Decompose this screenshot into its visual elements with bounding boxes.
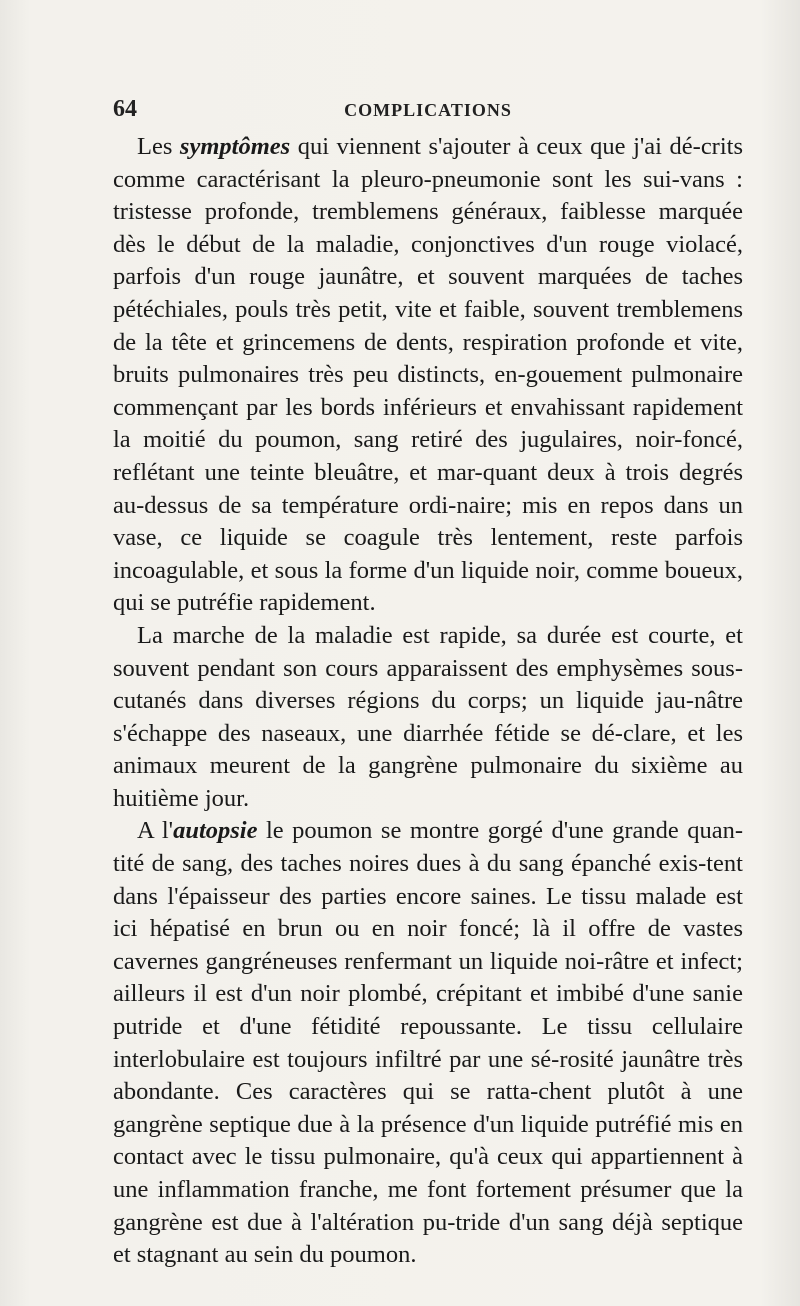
paragraph-autopsy <box>113 815 743 1271</box>
paragraph-symptoms <box>113 131 743 620</box>
emphasis-term: autopsie <box>173 817 258 845</box>
running-title: COMPLICATIONS <box>344 100 512 120</box>
page-header <box>113 96 743 126</box>
paragraph-lead: Les <box>137 133 180 160</box>
paragraph-text: le poumon se montre gorgé d'une grande quan-tité de sang, des taches noires dues à du sang épanché exis-tent dans l'épaisseur des parties encore saines. Le tissu malade est ici hépatisé en brun ou en noir foncé; là il offre de vastes cavernes gangréneuses renfermant un liquide noi-râtre et infect; ailleurs il est d'un noir plombé, crépitant et imbibé d'une sanie putride et d'une fétidité repoussante. Le tissu cellulaire interlobulaire est toujours infiltré par une sé-rosité jaunâtre très abondante. Ces caractères qui se ratta-chent plutôt à une gangrène septique due à la présence d'un liquide putréfié mis en contact avec le tissu pulmonaire, qu'à ceux qui appartiennent à une inflammation franche, me font fortement présumer que la gangrène est due à l'altération pu-tride d'un sang déjà septique et stagnant au sein du poumon. <box>113 817 743 1269</box>
paragraph-text: La marche de la maladie est rapide, sa durée est courte, et souvent pendant son cours apparaissent des emphysèmes sous-cutanés dans diverses régions du corps; un liquide jau-nâtre s'échappe des naseaux, une diarrhée fétide se dé-clare, et les animaux meurent de la gangrène pulmonaire du sixième au huitième jour. <box>113 621 743 812</box>
paragraph-course <box>113 620 743 816</box>
page-number: 64 <box>113 96 137 122</box>
body-text <box>113 131 743 1272</box>
paragraph-text: qui viennent s'ajouter à ceux que j'ai dé-crits comme caractérisant la pleuro-pneumonie sont les sui-vans : tristesse profonde, tremblemens généraux, faiblesse marquée dès le début de la maladie, conjonctives d'un rouge violacé, parfois d'un rouge jaunâtre, et souvent marquées de taches pétéchiales, pouls très petit, vite et faible, souvent tremblemens de la tête et grincemens de dents, respiration profonde et vite, bruits pulmonaires très peu distincts, en-gouement pulmonaire commençant par les bords inférieurs et envahissant rapidement la moitié du poumon, sang retiré des jugulaires, noir-foncé, reflétant une teinte bleuâtre, et mar-quant deux à trois degrés au-dessus de sa température ordi-naire; mis en repos dans un vase, ce liquide se coagule très lentement, reste parfois incoagulable, et sous la forme d'un liquide noir, comme boueux, qui se putréfie rapidement. <box>113 133 743 617</box>
emphasis-term: symptômes <box>179 133 291 160</box>
paragraph-lead: A l' <box>137 817 174 845</box>
